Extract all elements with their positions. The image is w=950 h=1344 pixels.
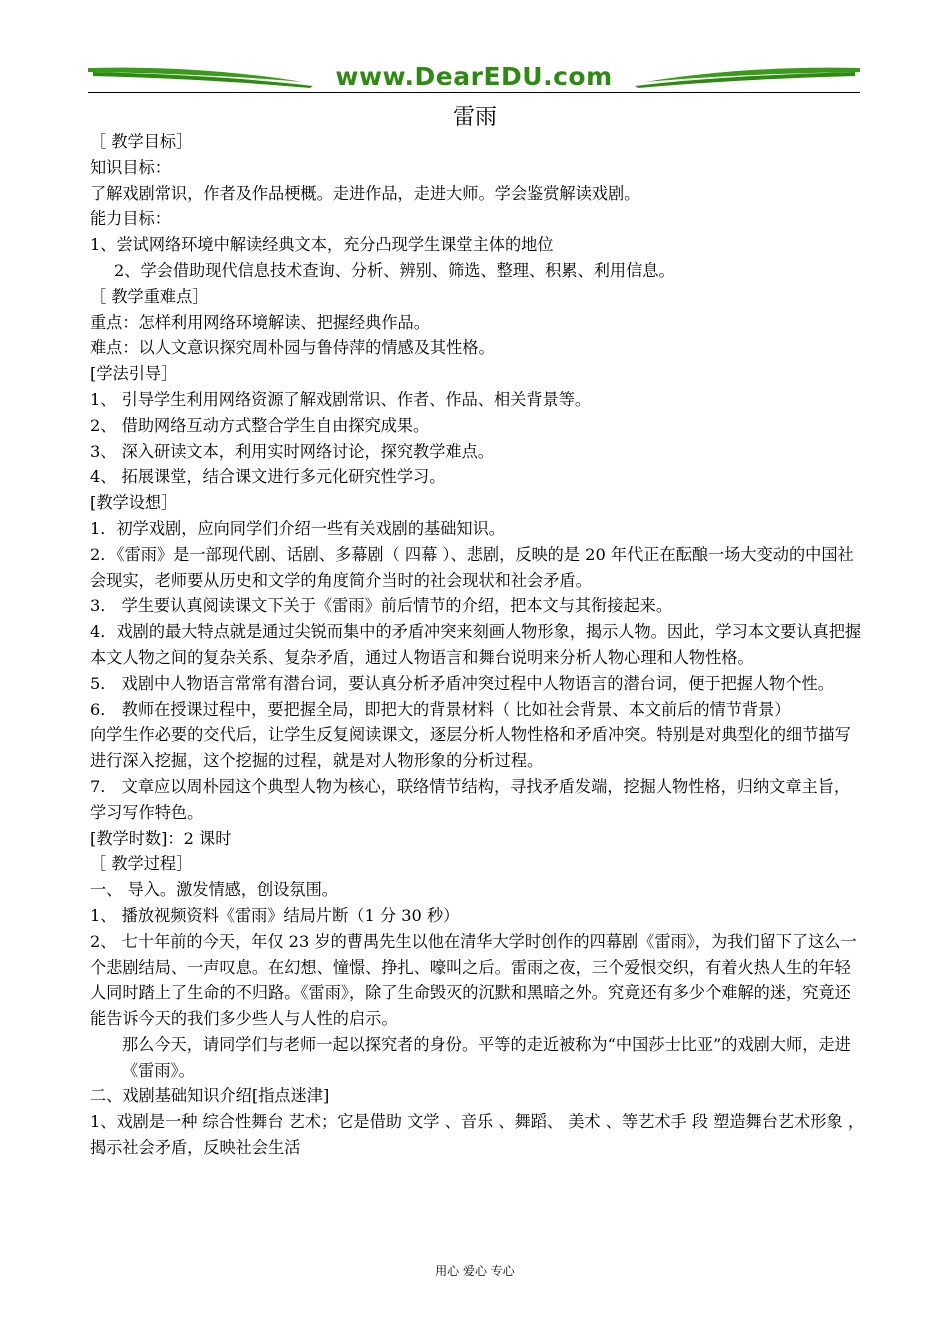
paragraph: 重点：怎样利用网络环境解读、把握经典作品。 [90, 312, 430, 332]
list-item: 1、 播放视频资料《雷雨》结局片断（1 分 30 秒） [90, 905, 460, 925]
heading-study-guide: [学法引导］ [90, 364, 178, 384]
site-url-logo: www.DearEDU.com [335, 62, 613, 91]
section-heading: 二、戏剧基础知识介绍[指点迷津] [90, 1086, 330, 1106]
list-item: 2、 七十年前的今天，年仅 23 岁的曹禺先生以他在清华大学时创作的四幕剧《雷雨》，为我们留下了这么一个悲剧结局、一声叹息。在幻想、憧憬、挣扎、嚎叫之后。雷雨之夜，三个爱恨交织，有着火热人生的年轻人同时踏上了生命的不归路。《雷雨》，除了生命毁灭的沉默和黑暗之外。究竟还有多少个难解的迷，究竟还能告诉今天的我们多少些人与人性的启示。 [90, 931, 857, 1029]
list-item: 2．《雷雨》是一部现代剧、话剧、多幕剧（ 四幕 ）、悲剧，反映的是 20 年代正在酝酿一场大变动的中国社会现实，老师要从历史和文学的角度简介当时的社会现状和社会矛盾。 [90, 544, 854, 590]
list-item: 6． 教师在授课过程中，要把握全局，即把大的背景材料（ 比如社会背景、本文前后的情节背景） [90, 699, 791, 719]
list-item: 1、 引导学生利用网络资源了解戏剧常识、作者、作品、相关背景等。 [90, 389, 592, 409]
document-body [90, 129, 865, 1161]
site-header-banner [88, 60, 860, 96]
section-heading: 一、 导入。激发情感，创设氛围。 [90, 880, 338, 900]
paragraph: 那么今天，请同学们与老师一起以探究者的身份。平等的走近被称为“中国莎士比亚”的戏剧大师，走进《雷雨》。 [122, 1034, 851, 1080]
list-item: 3、 深入研读文本，利用实时网络讨论，探究教学难点。 [90, 441, 494, 461]
list-item: 4、 拓展课堂，结合课文进行多元化研究性学习。 [90, 467, 446, 487]
list-item: 1．初学戏剧，应向同学们介绍一些有关戏剧的基础知识。 [90, 518, 505, 538]
paragraph: 向学生作必要的交代后，让学生反复阅读课文，逐层分析人物性格和矛盾冲突。特别是对典型化的细节描写进行深入挖掘，这个挖掘的过程，就是对人物形象的分析过程。 [90, 725, 851, 771]
page-footer: 用心 爱心 专心 [435, 1264, 515, 1278]
heading-teaching-ideas: [教学设想］ [90, 493, 178, 513]
heading-key-points: ［ 教学重难点］ [90, 286, 209, 306]
heading-teaching-process: ［ 教学过程］ [90, 854, 193, 874]
list-item: 4．戏剧的最大特点就是通过尖锐而集中的矛盾冲突来刻画人物形象，揭示人物。因此，学习本文要认真把握本文人物之间的复杂关系、复杂矛盾，通过人物语言和舞台说明来分析人物心理和人物性格。 [90, 622, 862, 667]
heading-teaching-goals: ［ 教学目标］ [90, 132, 193, 151]
label-ability-goal: 能力目标： [90, 209, 171, 229]
paragraph: 了解戏剧常识，作者及作品梗概。走进作品，走进大师。学会鉴赏解读戏剧。 [90, 183, 641, 203]
list-item: 1、戏剧是一种 综合性舞台 艺术；它是借助 文学 、音乐 、舞蹈、 美术 、等艺术手 段 塑造舞台艺术形象 ， 揭示社会矛盾，反映社会生活 [90, 1112, 865, 1158]
list-item: 2、 借助网络互动方式整合学生自由探究成果。 [90, 415, 430, 435]
list-item: 3． 学生要认真阅读课文下关于《雷雨》前后情节的介绍，把本文与其衔接起来。 [90, 596, 673, 616]
header-divider [88, 92, 860, 93]
label-knowledge-goal: 知识目标： [90, 157, 171, 177]
list-item: 1、尝试网络环境中解读经典文本，充分凸现学生课堂主体的地位 [90, 235, 554, 255]
list-item: 2、学会借助现代信息技术查询、分析、辨别、筛选、整理、积累、利用信息。 [114, 260, 675, 280]
heading-teaching-hours: [教学时数]：2 课时 [90, 828, 232, 848]
list-item: 7． 文章应以周朴园这个典型人物为核心，联络情节结构，寻找矛盾发端，挖掘人物性格，归纳文章主旨，学习写作特色。 [90, 776, 851, 822]
list-item: 5． 戏剧中人物语言常常有潜台词，要认真分析矛盾冲突过程中人物语言的潜台词，便于把握人物个性。 [90, 673, 834, 693]
paragraph: 难点：以人文意识探究周朴园与鲁侍萍的情感及其性格。 [90, 338, 495, 358]
page-title: 雷雨 [452, 105, 497, 130]
